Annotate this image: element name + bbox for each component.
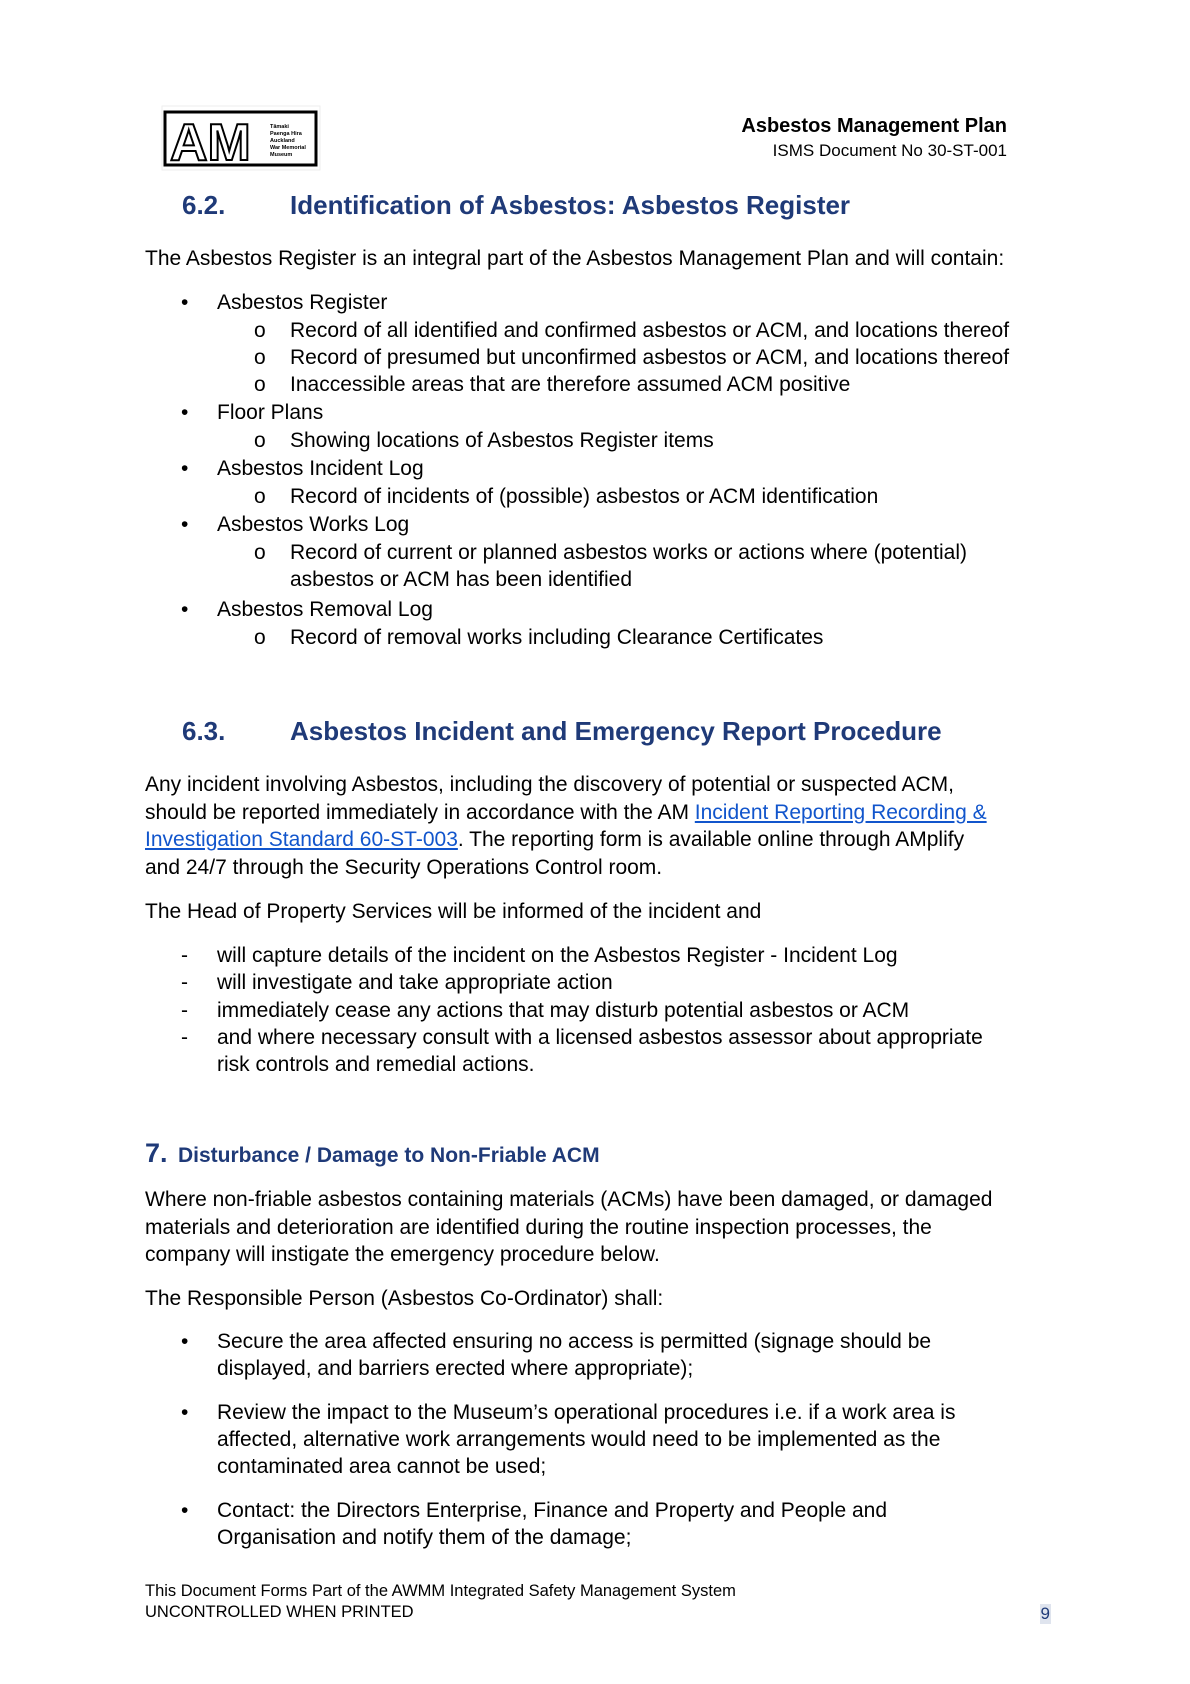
bullet-marker: •: [181, 598, 189, 621]
bullet-marker: •: [181, 291, 189, 314]
dash-marker: -: [181, 1026, 188, 1049]
list-item: Showing locations of Asbestos Register items: [290, 429, 714, 452]
document-title: Asbestos Management Plan: [741, 115, 1007, 137]
list-item: Record of current or planned asbestos works or actions where (potential): [290, 541, 968, 564]
incident-standard-link-continued[interactable]: Investigation Standard 60-ST-003: [145, 828, 458, 851]
page-number: 9: [1040, 1604, 1050, 1623]
list-item: Asbestos Works Log: [217, 513, 410, 536]
section-number: 7.: [145, 1138, 168, 1168]
dash-marker: -: [181, 999, 188, 1022]
dash-marker: -: [181, 971, 188, 994]
list-item: Asbestos Removal Log: [217, 598, 433, 621]
list-item-continuation: Organisation and notify them of the damage;: [217, 1526, 632, 1549]
sub-bullet-marker: o: [254, 541, 266, 564]
list-item-continuation: contaminated area cannot be used;: [217, 1455, 547, 1478]
logo-text-line: Museum: [270, 152, 293, 158]
list-item: Record of removal works including Clearance Certificates: [290, 626, 824, 649]
paragraph-line: and 24/7 through the Security Operations Control room.: [145, 855, 663, 879]
section-6-2-heading: [182, 190, 982, 222]
document-number: ISMS Document No 30-ST-001: [772, 141, 1007, 160]
logo-text-line: Paenga Hira: [270, 131, 302, 137]
sub-bullet-marker: o: [254, 626, 266, 649]
section-title: Disturbance / Damage to Non-Friable ACM: [177, 1144, 600, 1167]
museum-logo: [160, 104, 322, 172]
paragraph-line: Where non-friable asbestos containing materials (ACMs) have been damaged, or damaged: [145, 1188, 993, 1211]
paragraph-line: [145, 799, 987, 827]
section-7-heading: [145, 1138, 600, 1169]
logo-text-line: War Memorial: [270, 145, 306, 151]
list-item: will capture details of the incident on the Asbestos Register - Incident Log: [217, 944, 898, 967]
list-item: Inaccessible areas that are therefore assumed ACM positive: [290, 373, 851, 396]
logo-text-line: Tāmaki: [270, 124, 289, 130]
disturbance-paragraph: [145, 1186, 992, 1269]
bullet-marker: •: [181, 401, 189, 424]
list-item: Floor Plans: [217, 401, 324, 424]
list-item-continuation: displayed, and barriers erected where appropriate);: [217, 1357, 694, 1380]
footer-line-1: This Document Forms Part of the AWMM Integrated Safety Management System: [145, 1582, 736, 1600]
footer-line-2: UNCONTROLLED WHEN PRINTED: [145, 1603, 414, 1621]
incident-standard-link[interactable]: Incident Reporting Recording &: [694, 800, 987, 824]
list-item: and where necessary consult with a licensed asbestos assessor about appropriate: [217, 1026, 983, 1049]
sub-bullet-marker: o: [254, 485, 266, 508]
list-item: Contact: the Directors Enterprise, Finance and Property and People and: [217, 1499, 888, 1522]
sub-bullet-marker: o: [254, 319, 266, 342]
list-item: Review the impact to the Museum’s operational procedures i.e. if a work area is: [217, 1401, 956, 1424]
list-item: Asbestos Incident Log: [217, 457, 424, 480]
dash-marker: -: [181, 944, 188, 967]
bullet-marker: •: [181, 457, 189, 480]
list-item: will investigate and take appropriate action: [217, 971, 613, 994]
logo-letters: AM: [170, 114, 251, 172]
list-item: Asbestos Register: [217, 291, 388, 314]
logo-text-line: Auckland: [270, 138, 295, 144]
section-number: 6.2.: [182, 190, 226, 220]
paragraph-line: materials and deterioration are identified during the routine inspection processes, the: [145, 1215, 932, 1239]
paragraph-line: [145, 826, 987, 854]
paragraph-line: Any incident involving Asbestos, including the discovery of potential or suspected ACM,: [145, 773, 954, 796]
bullet-marker: •: [181, 1401, 189, 1424]
list-item: Record of all identified and confirmed asbestos or ACM, and locations thereof: [290, 319, 1010, 342]
section-title: Asbestos Incident and Emergency Report Procedure: [290, 716, 942, 746]
list-item: Secure the area affected ensuring no access is permitted (signage should be: [217, 1330, 932, 1353]
list-item: Record of incidents of (possible) asbestos or ACM identification: [290, 485, 879, 508]
list-item: immediately cease any actions that may disturb potential asbestos or ACM: [217, 999, 910, 1022]
list-item-continuation: risk controls and remedial actions.: [217, 1053, 535, 1076]
sub-bullet-marker: o: [254, 346, 266, 369]
head-of-property-paragraph: The Head of Property Services will be informed of the incident and: [145, 900, 762, 923]
list-item: Record of presumed but unconfirmed asbestos or ACM, and locations thereof: [290, 346, 1010, 369]
incident-paragraph: [145, 771, 987, 881]
sub-bullet-marker: o: [254, 429, 266, 452]
paragraph-text: . The reporting form is available online through AMplify: [457, 828, 965, 851]
paragraph-line: company will instigate the emergency procedure below.: [145, 1243, 660, 1266]
list-item-continuation: affected, alternative work arrangements would need to be implemented as the: [217, 1428, 941, 1451]
bullet-marker: •: [181, 1499, 189, 1522]
bullet-marker: •: [181, 1330, 189, 1353]
section-title: Identification of Asbestos: Asbestos Register: [290, 190, 851, 220]
register-intro: The Asbestos Register is an integral part of the Asbestos Management Plan and will contain:: [145, 247, 1005, 270]
list-item-continuation: asbestos or ACM has been identified: [290, 568, 633, 591]
paragraph-text: should be reported immediately in accordance with the AM: [145, 800, 695, 824]
section-6-3-heading: [182, 716, 1032, 748]
sub-bullet-marker: o: [254, 373, 266, 396]
bullet-marker: •: [181, 513, 189, 536]
responsible-person-paragraph: The Responsible Person (Asbestos Co-Ordinator) shall:: [145, 1287, 664, 1310]
section-number: 6.3.: [182, 716, 226, 746]
